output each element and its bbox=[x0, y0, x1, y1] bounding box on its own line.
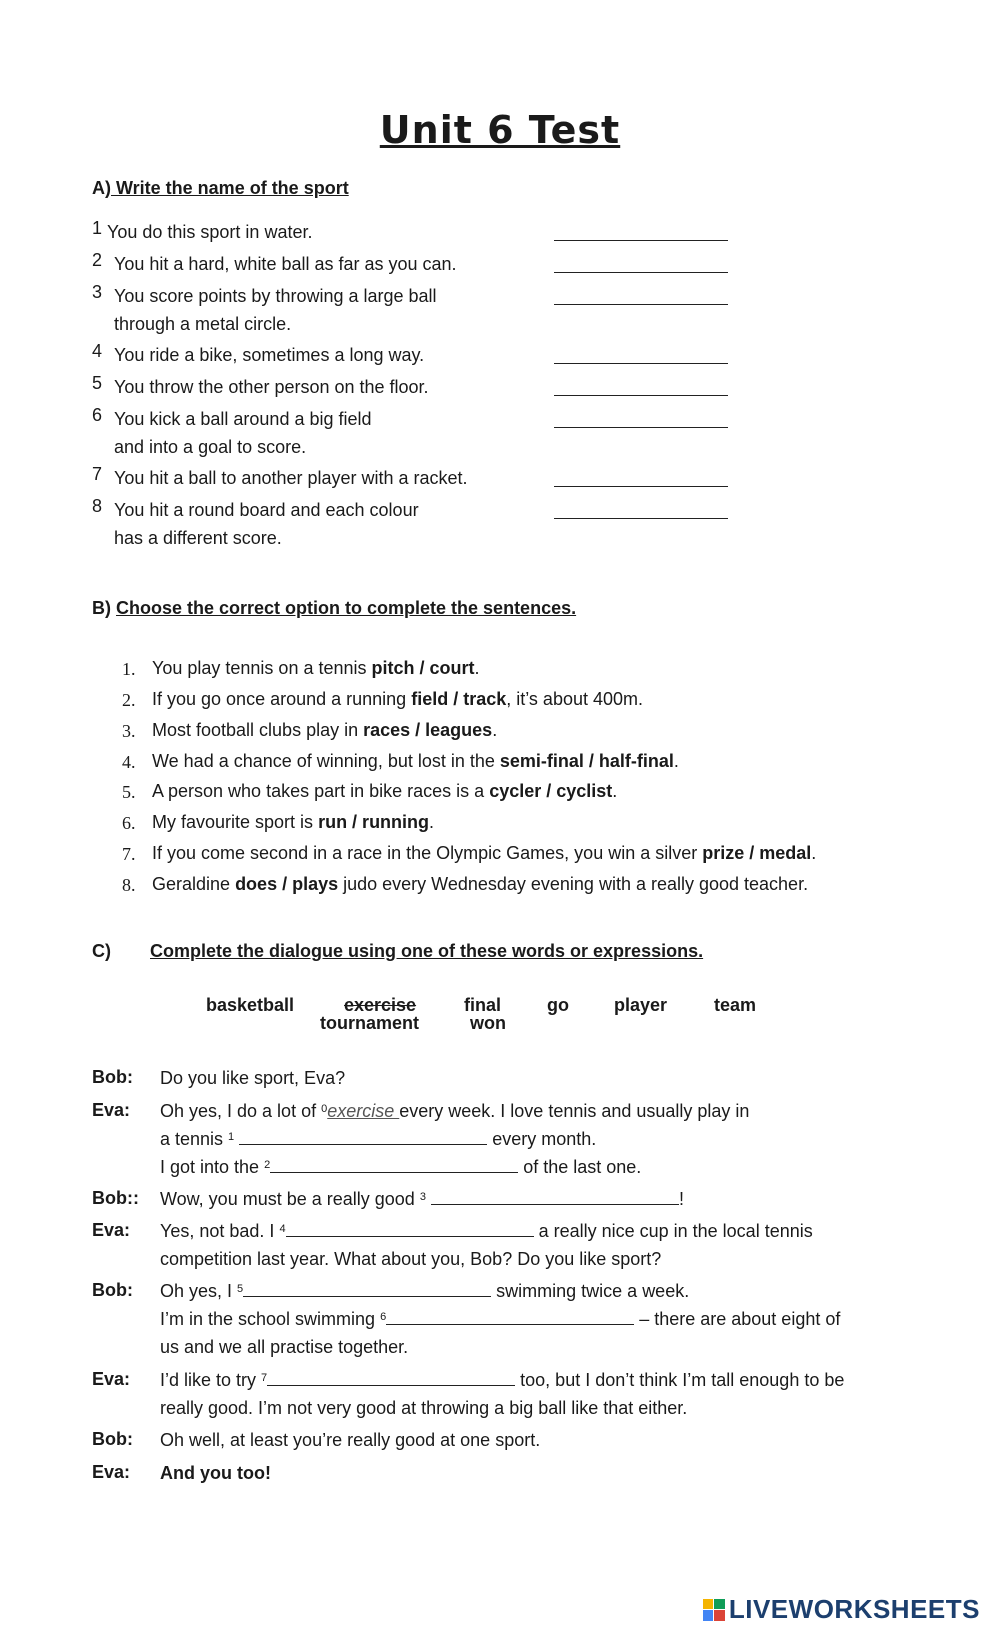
answer-blank[interactable] bbox=[554, 304, 728, 305]
dialogue-line: us and we all practise together. bbox=[160, 1337, 409, 1357]
dialogue-line: And you too! bbox=[160, 1463, 271, 1483]
item-text: You do this sport in water. bbox=[107, 222, 313, 242]
list-item bbox=[92, 218, 732, 248]
item-number: 2 bbox=[92, 250, 103, 270]
list-item bbox=[92, 405, 732, 457]
dialogue-line: I’m in the school swimming $^6$ – there are about eight of bbox=[160, 1309, 841, 1329]
dialogue-line: Oh yes, I do a lot of $^0$exercise every week. I love tennis and usually play in bbox=[160, 1101, 750, 1121]
answer-blank[interactable] bbox=[554, 363, 728, 364]
answer-blank-5[interactable] bbox=[243, 1281, 491, 1297]
option-choice[interactable]: prize / medal bbox=[702, 843, 812, 863]
option-choice[interactable]: pitch / court bbox=[371, 658, 475, 678]
option-choice[interactable]: does / plays bbox=[235, 874, 339, 894]
section-b-title: Choose the correct option to complete the sentences. bbox=[116, 598, 577, 618]
word-player: player bbox=[614, 995, 668, 1015]
word-exercise: exercise bbox=[344, 995, 417, 1015]
item-text: You play tennis on a tennis pitch / court. bbox=[152, 658, 480, 678]
item-text: You throw the other person on the floor. bbox=[114, 377, 429, 397]
option-choice[interactable]: field / track bbox=[411, 689, 507, 709]
dialogue-line: competition last year. What about you, Bob? Do you like sport? bbox=[160, 1249, 662, 1269]
item-number: 6. bbox=[122, 813, 136, 833]
section-c-label: C) bbox=[92, 941, 111, 961]
dialogue-line: Oh well, at least you’re really good at one sport. bbox=[160, 1430, 541, 1450]
option-choice[interactable]: run / running bbox=[318, 812, 430, 832]
section-b-label: B) bbox=[92, 598, 111, 618]
item-number: 3. bbox=[122, 721, 136, 741]
item-number: 6 bbox=[92, 405, 103, 425]
answer-blank[interactable] bbox=[554, 395, 728, 396]
speaker-bob: Bob:: bbox=[92, 1188, 139, 1208]
word-tournament: tournament bbox=[320, 1013, 419, 1033]
item-text: If you go once around a running field / track, it’s about 400m. bbox=[152, 689, 643, 709]
item-text: You ride a bike, sometimes a long way. bbox=[114, 345, 425, 365]
list-item bbox=[92, 464, 732, 494]
option-choice[interactable]: cycler / cyclist bbox=[489, 781, 613, 801]
item-text: You hit a hard, white ball as far as you can. bbox=[114, 254, 457, 274]
dialogue-line: Wow, you must be a really good $^3$ ! bbox=[160, 1189, 684, 1209]
speaker-bob: Bob: bbox=[92, 1067, 133, 1087]
answer-blank[interactable] bbox=[554, 518, 728, 519]
speaker-eva: Eva: bbox=[92, 1100, 131, 1120]
word-final: final bbox=[464, 995, 502, 1015]
item-number: 5 bbox=[92, 373, 103, 393]
dialogue-line: Oh yes, I $^5$ swimming twice a week. bbox=[160, 1281, 690, 1301]
item-number: 2. bbox=[122, 690, 136, 710]
item-text: Geraldine does / plays judo every Wednesday evening with a really good teacher. bbox=[152, 874, 809, 894]
answer-blank-1[interactable] bbox=[239, 1129, 487, 1145]
answer-blank[interactable] bbox=[554, 486, 728, 487]
item-number: 7 bbox=[92, 464, 103, 484]
word-won: won bbox=[470, 1013, 506, 1033]
item-number: 1 bbox=[92, 218, 103, 238]
speaker-eva: Eva: bbox=[92, 1369, 131, 1389]
item-text: You hit a ball to another player with a racket. bbox=[114, 468, 468, 488]
item-number: 1. bbox=[122, 659, 136, 679]
brand-name: LIVEWORKSHEETS bbox=[728, 1594, 980, 1624]
item-number: 4 bbox=[92, 341, 103, 361]
answer-blank-6[interactable] bbox=[386, 1309, 634, 1325]
answer-blank-7[interactable] bbox=[267, 1370, 515, 1386]
section-a-title: Write the name of the sport bbox=[111, 178, 349, 198]
section-a-heading bbox=[92, 178, 349, 199]
list-item bbox=[92, 496, 732, 548]
section-c-title: Complete the dialogue using one of these words or expressions. bbox=[150, 941, 704, 961]
dialogue-line: Yes, not bad. I $^4$ a really nice cup in the local tennis bbox=[160, 1221, 813, 1241]
list-item bbox=[92, 282, 732, 334]
dialogue-line: really good. I’m not very good at throwing a big ball like that either. bbox=[160, 1398, 688, 1418]
item-number: 5. bbox=[122, 782, 136, 802]
item-text: We had a chance of winning, but lost in the semi-final / half-final. bbox=[152, 751, 679, 771]
item-text: You score points by throwing a large ball through a metal circle. bbox=[114, 286, 437, 334]
item-number: 4. bbox=[122, 752, 136, 772]
speaker-eva: Eva: bbox=[92, 1220, 131, 1240]
liveworksheets-logo bbox=[703, 1594, 980, 1625]
word-team: team bbox=[714, 995, 757, 1015]
item-text: Most football clubs play in races / leagues. bbox=[152, 720, 498, 740]
section-b-heading bbox=[92, 598, 576, 619]
item-text: You hit a round board and each colour has a different score. bbox=[114, 500, 419, 548]
item-number: 7. bbox=[122, 844, 136, 864]
dialogue-line: I’d like to try $^7$ too, but I don’t think I’m tall enough to be bbox=[160, 1370, 845, 1390]
answer-blank[interactable] bbox=[554, 427, 728, 428]
answer-blank-4[interactable] bbox=[286, 1221, 534, 1237]
dialogue-line: a tennis $^1$ every month. bbox=[160, 1129, 597, 1149]
speaker-bob: Bob: bbox=[92, 1429, 133, 1449]
list-item bbox=[92, 250, 732, 280]
section-a-label: A) bbox=[92, 178, 111, 198]
option-choice[interactable]: semi-final / half-final bbox=[499, 751, 674, 771]
word-basketball: basketball bbox=[206, 995, 295, 1015]
dialogue-line: Do you like sport, Eva? bbox=[160, 1068, 346, 1088]
item-text: You kick a ball around a big field and into a goal to score. bbox=[114, 409, 372, 457]
item-number: 8 bbox=[92, 496, 103, 516]
item-number: 8. bbox=[122, 875, 136, 895]
list-item bbox=[92, 341, 732, 371]
list-item bbox=[92, 373, 732, 403]
speaker-eva: Eva: bbox=[92, 1462, 131, 1482]
item-number: 3 bbox=[92, 282, 103, 302]
item-text: A person who takes part in bike races is a cycler / cyclist. bbox=[152, 781, 618, 801]
answer-blank[interactable] bbox=[554, 240, 728, 241]
example-answer: exercise bbox=[327, 1101, 400, 1121]
item-text: If you come second in a race in the Olympic Games, you win a silver prize / medal. bbox=[152, 843, 817, 863]
dialogue-line: I got into the $^2$ of the last one. bbox=[160, 1157, 642, 1177]
word-go: go bbox=[547, 995, 569, 1015]
item-text: My favourite sport is run / running. bbox=[152, 812, 435, 832]
logo-icon bbox=[703, 1599, 725, 1621]
option-choice[interactable]: races / leagues bbox=[363, 720, 493, 740]
speaker-bob: Bob: bbox=[92, 1280, 133, 1300]
answer-blank-2[interactable] bbox=[270, 1157, 518, 1173]
answer-blank-3[interactable] bbox=[431, 1189, 679, 1205]
answer-blank[interactable] bbox=[554, 272, 728, 273]
page-title: Unit 6 Test bbox=[379, 108, 621, 152]
